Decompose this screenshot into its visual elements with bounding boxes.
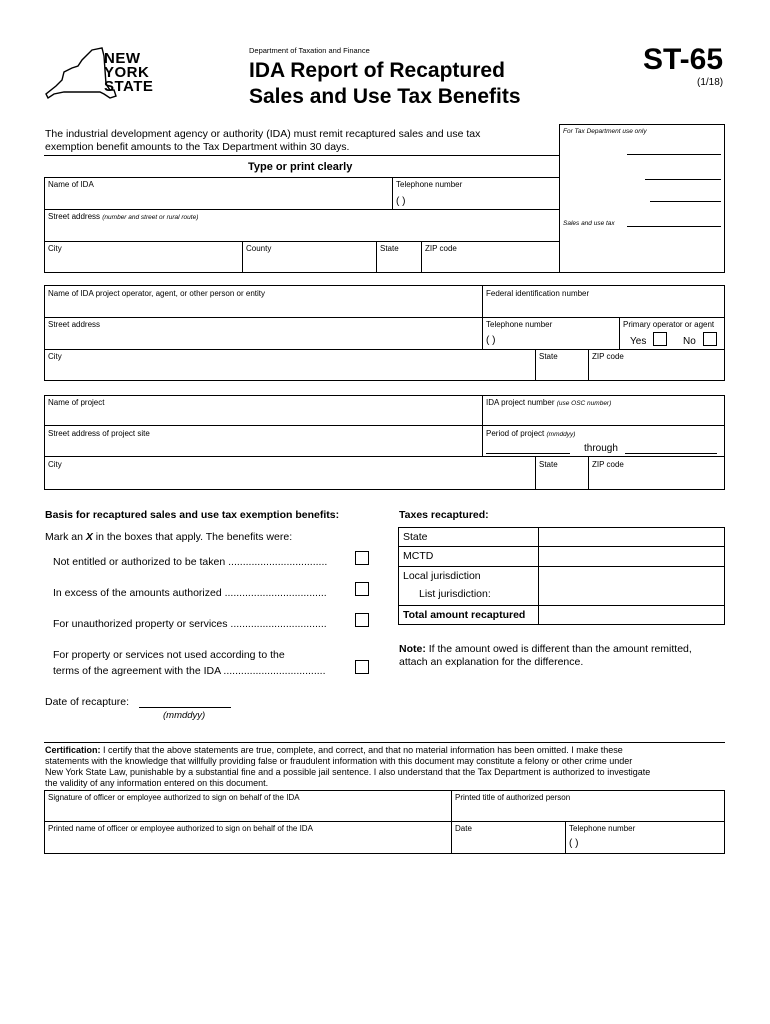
note-line1: Note: If the amount owed is different than the amount remitted,	[399, 643, 692, 655]
basis-item-not-entitled: Not entitled or authorized to be taken ..................................	[53, 556, 328, 568]
tax-row-total: Total amount recaptured	[403, 609, 526, 621]
sales-use-tax-label: Sales and use tax	[563, 220, 615, 227]
logo-text-state: STATE	[104, 78, 154, 95]
excess-amounts-checkbox[interactable]	[355, 582, 369, 596]
tax-amount-mctd[interactable]	[539, 547, 724, 566]
operator-city-field[interactable]: City	[48, 352, 62, 361]
project-state-field[interactable]: State	[539, 460, 558, 469]
primary-no-checkbox[interactable]	[703, 332, 717, 346]
basis-item-excess: In excess of the amounts authorized ...................................	[53, 587, 327, 599]
tax-row-state: State	[403, 531, 428, 543]
logo-text-york: YORK	[104, 64, 150, 81]
form-number: ST-65	[643, 43, 724, 76]
form-date: (1/18)	[697, 77, 724, 88]
tax-amount-local[interactable]	[539, 567, 724, 605]
operator-zip-field[interactable]: ZIP code	[592, 352, 624, 361]
operator-telephone-field[interactable]: Telephone number	[486, 320, 553, 329]
project-zip-field[interactable]: ZIP code	[592, 460, 624, 469]
operator-street-field[interactable]: Street address	[48, 320, 101, 329]
signature-phone-parens: ( )	[569, 838, 579, 849]
tax-dept-box	[559, 124, 725, 273]
period-start-line	[486, 453, 570, 454]
basis-item-not-used-line2: terms of the agreement with the IDA ...................................	[53, 665, 326, 677]
project-name-field[interactable]: Name of project	[48, 398, 105, 407]
ida-street-field[interactable]: Street address (number and street or rural route)	[48, 212, 199, 221]
tax-row-mctd: MCTD	[403, 550, 434, 562]
certification-line4: the validity of any information entered on this document.	[45, 778, 269, 788]
certification-line2: statements with the knowledge that willfully providing false or fraudulent information with this document may constitute a felony or other crime under	[45, 756, 633, 766]
form-title-line2: Sales and Use Tax Benefits	[249, 85, 521, 108]
certification-line3: New York State Law, punishable by a substantial fine and a possible jail sentence. I also understand that the Tax Department is authorized to investigate	[45, 767, 651, 777]
primary-no-label: No	[683, 336, 696, 347]
primary-yes-label: Yes	[630, 336, 647, 347]
project-street-field[interactable]: Street address of project site	[48, 429, 150, 438]
ida-phone-parens: ( )	[396, 196, 406, 207]
tax-dept-label: For Tax Department use only	[563, 128, 647, 135]
logo-text-new: NEW	[104, 50, 141, 67]
not-used-per-agreement-checkbox[interactable]	[355, 660, 369, 674]
basis-heading: Basis for recaptured sales and use tax exemption benefits:	[45, 509, 340, 521]
basis-item-unauthorized: For unauthorized property or services .................................	[53, 618, 327, 630]
date-of-recapture-field[interactable]	[139, 707, 231, 708]
operator-name-field[interactable]: Name of IDA project operator, agent, or other person or entity	[48, 289, 266, 298]
unauthorized-property-checkbox[interactable]	[355, 613, 369, 627]
tax-row-local: Local jurisdiction	[403, 570, 481, 582]
certification-line1: Certification: I certify that the above statements are true, complete, and correct, and that no material information has been omitted. I make these	[45, 745, 623, 755]
ida-county-field[interactable]: County	[246, 244, 272, 253]
ida-telephone-field[interactable]: Telephone number	[396, 180, 463, 189]
project-box	[44, 395, 725, 490]
ida-info-box	[44, 177, 560, 273]
primary-operator-label: Primary operator or agent	[623, 320, 715, 329]
operator-federal-id-field[interactable]: Federal identification number	[486, 289, 590, 298]
signature-field[interactable]: Signature of officer or employee authorized to sign on behalf of the IDA	[48, 793, 300, 802]
project-period-field[interactable]: Period of project (mmddyy)	[486, 429, 576, 438]
project-city-field[interactable]: City	[48, 460, 62, 469]
taxes-heading: Taxes recaptured:	[399, 509, 489, 521]
ida-project-number-field[interactable]: IDA project number (use OSC number)	[486, 398, 612, 407]
form-title-line1: IDA Report of Recaptured	[249, 59, 505, 82]
note-line2: attach an explanation for the difference.	[399, 656, 584, 668]
tax-amount-total[interactable]	[539, 606, 724, 624]
date-of-recapture-hint: (mmddyy)	[163, 710, 206, 721]
operator-phone-parens: ( )	[486, 335, 496, 346]
ida-name-field[interactable]: Name of IDA	[48, 180, 94, 189]
operator-box	[44, 285, 725, 381]
project-period-through: through	[584, 443, 618, 454]
ida-zip-field[interactable]: ZIP code	[425, 244, 457, 253]
signature-date-field[interactable]: Date	[455, 824, 472, 833]
date-of-recapture-label: Date of recapture:	[45, 696, 130, 708]
tax-amount-state[interactable]	[539, 528, 724, 546]
tax-row-list-jurisdiction: List jurisdiction:	[419, 588, 491, 600]
basis-instruction: Mark an X in the boxes that apply. The benefits were:	[45, 531, 293, 543]
printed-title-field[interactable]: Printed title of authorized person	[455, 793, 571, 802]
department-name: Department of Taxation and Finance	[249, 46, 370, 55]
operator-state-field[interactable]: State	[539, 352, 558, 361]
ida-state-field[interactable]: State	[380, 244, 399, 253]
intro-line2: exemption benefit amounts to the Tax Department within 30 days.	[45, 141, 350, 153]
intro-line1: The industrial development agency or authority (IDA) must remit recaptured sales and use tax	[45, 128, 481, 140]
signature-telephone-field[interactable]: Telephone number	[569, 824, 636, 833]
basis-item-not-used-line1: For property or services not used according to the	[53, 649, 285, 661]
period-end-line	[625, 453, 717, 454]
ida-city-field[interactable]: City	[48, 244, 62, 253]
not-entitled-checkbox[interactable]	[355, 551, 369, 565]
type-or-print: Type or print clearly	[248, 161, 353, 173]
printed-name-field[interactable]: Printed name of officer or employee authorized to sign on behalf of the IDA	[48, 824, 313, 833]
primary-yes-checkbox[interactable]	[653, 332, 667, 346]
